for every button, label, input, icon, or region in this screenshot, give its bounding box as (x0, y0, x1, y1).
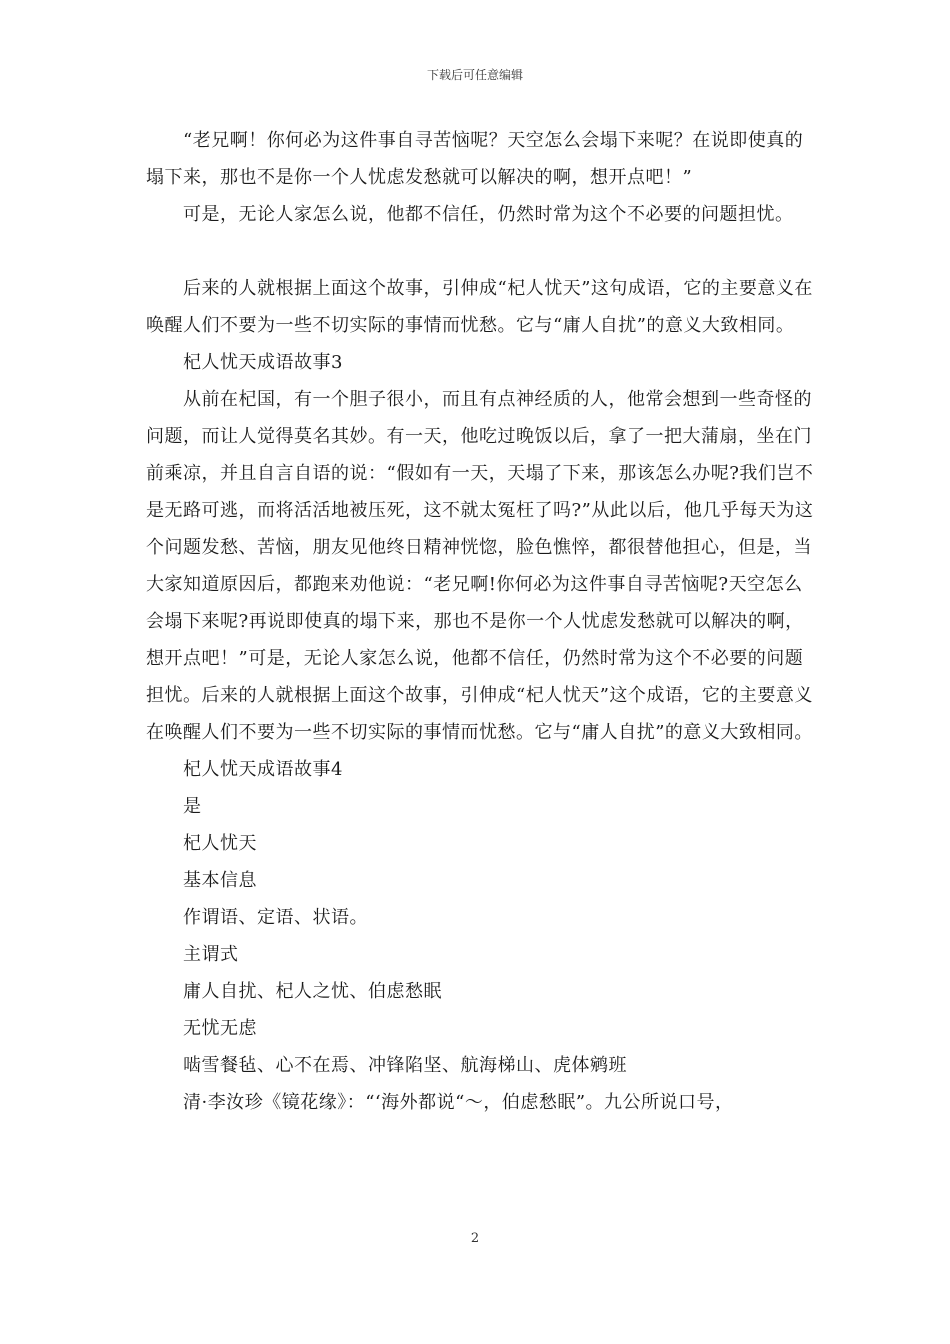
page-number: 2 (470, 1231, 480, 1246)
section-heading-story-4: 杞人忧天成语故事4 (183, 759, 343, 780)
list-line: 无忧无虑 (183, 1018, 257, 1039)
document-body (146, 122, 818, 1121)
paragraph-quote: “老兄啊！你何必为这件事自寻苦恼呢？天空怎么会塌下来呢？在说即使真的塌下来，那也不是你一个人忧虑发愁就可以解决的啊，想开点吧！” (146, 130, 804, 188)
section-heading-story-3: 杞人忧天成语故事3 (183, 352, 343, 373)
list-line: 啮雪餐毡、心不在焉、冲锋陷坚、航海梯山、虎体鹓班 (183, 1055, 627, 1076)
list-line: 基本信息 (183, 870, 257, 891)
paragraph-still-worried: 可是，无论人家怎么说，他都不信任，仍然时常为这个不必要的问题担忧。 (183, 204, 794, 225)
paragraph-story-3: 从前在杞国，有一个胆子很小，而且有点神经质的人，他常会想到一些奇怪的问题，而让人觉得莫名其妙。有一天，他吃过晚饭以后，拿了一把大蒲扇，坐在门前乘凉，并且自言自语的说：“假如有一天，天塌了下来，那该怎么办呢?我们岂不是无路可逃，而将活活地被压死，这不就太冤枉了吗?”从此以后，他几乎每天为这个问题发愁、苦恼，朋友见他终日精神恍惚，脸色憔悴，都很替他担心，但是，当大家知道原因后，都跑来劝他说：“老兄啊!你何必为这件事自寻苦恼呢?天空怎么会塌下来呢?再说即使真的塌下来，那也不是你一个人忧虑发愁就可以解决的啊，想开点吧！”可是，无论人家怎么说，他都不信任，仍然时常为这个不必要的问题担忧。后来的人就根据上面这个故事，引伸成“杞人忧天”这个成语，它的主要意义在唤醒人们不要为一些不切实际的事情而忧愁。它与“庸人自扰”的意义大致相同。 (146, 389, 814, 743)
page-header: 下载后可任意编辑 (426, 68, 523, 82)
source-citation: 清·李汝珍《镜花缘》：“‘海外都说“～，伯虑愁眠”。九公所说口号， (183, 1092, 734, 1113)
paragraph-idiom-meaning: 后来的人就根据上面这个故事，引伸成“杞人忧天”这句成语，它的主要意义在唤醒人们不要为一些不切实际的事情而忧愁。它与“庸人自扰”的意义大致相同。 (146, 278, 813, 336)
list-line: 是 (183, 796, 202, 817)
list-line: 杞人忧天 (183, 833, 257, 854)
list-line: 作谓语、定语、状语。 (183, 907, 368, 928)
list-line: 庸人自扰、杞人之忧、伯虑愁眠 (183, 981, 442, 1002)
blank-line (146, 233, 818, 270)
list-line: 主谓式 (183, 944, 239, 965)
